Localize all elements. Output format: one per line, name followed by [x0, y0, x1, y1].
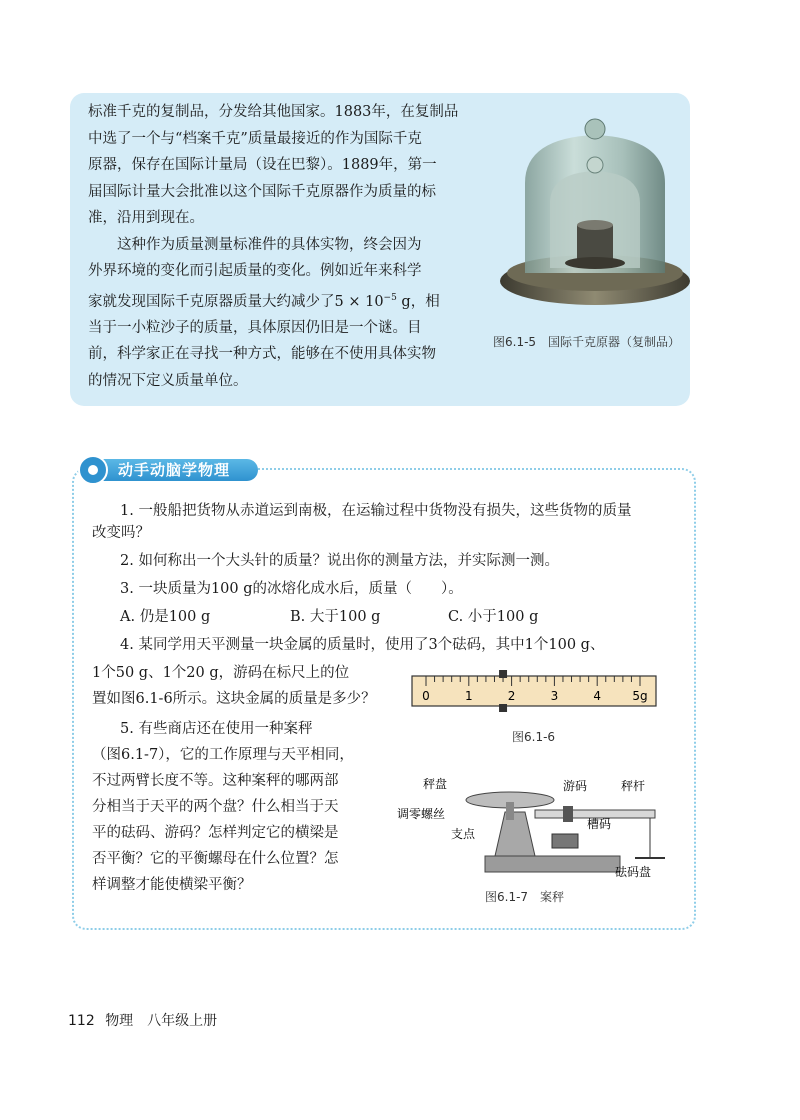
info-line: 原器，保存在国际计量局（设在巴黎）。1889年，第一 — [88, 157, 437, 173]
question-4-line3: 置如图6.1-6所示。这块金属的质量是多少？ — [92, 691, 376, 707]
activity-title: 动手动脑学物理 — [118, 461, 231, 479]
info-line: 标准千克的复制品，分发给其他国家。1883年，在复制品 — [88, 104, 459, 120]
option-a: A. 仍是100 g — [120, 609, 211, 625]
scale-label: 调零螺丝 — [397, 807, 446, 821]
scale-label: 游码 — [563, 779, 588, 793]
page-number: 112 — [68, 1013, 95, 1029]
ruler-tick-label: 3 — [550, 689, 559, 703]
ruler-tick-label: 5g — [632, 689, 648, 703]
question-1-line1: 1. 一般船把货物从赤道运到南极，在运输过程中货物没有损失，这些货物的质量 — [120, 503, 632, 519]
info-line: 前，科学家正在寻找一种方式，能够在不使用具体实物 — [88, 346, 436, 363]
activity-header — [78, 455, 260, 485]
ruler-tick-label: 0 — [422, 689, 430, 703]
ruler-body — [412, 676, 656, 706]
question-4-line2: 1个50 g、1个20 g，游码在标尺上的位 — [92, 665, 350, 681]
info-line: 中选了一个与“档案千克”质量最接近的作为国际千克 — [88, 130, 422, 147]
target-icon — [78, 455, 108, 485]
scale-label: 支点 — [451, 827, 476, 841]
info-line: 当于一小粒沙子的质量，具体原因仍旧是一个谜。目 — [88, 319, 422, 336]
info-text — [88, 99, 508, 394]
question-5-line: 分相当于天平的两个盘？什么相当于天 — [92, 799, 339, 815]
question-5-line: 样调整才能使横梁平衡？ — [92, 877, 252, 893]
question-2: 2. 如何称出一个大头针的质量？说出你的测量方法，并实际测一测。 — [120, 553, 559, 569]
scale-label: 秤杆 — [621, 779, 646, 793]
info-line: 这种作为质量测量标准件的具体实物，终会因为 — [117, 236, 422, 253]
question-5-line: 5. 有些商店还在使用一种案秤 — [120, 721, 313, 737]
book-title: 物理 八年级上册 — [105, 1013, 218, 1029]
page-footer — [68, 1010, 217, 1030]
option-b: B. 大于100 g — [290, 609, 381, 625]
question-4-line1: 4. 某同学用天平测量一块金属的质量时，使用了3个砝码，其中1个100 g、 — [120, 637, 605, 653]
option-c: C. 小于100 g — [448, 609, 539, 625]
scale-label: 槽码 — [587, 817, 612, 831]
info-line: 准，沿用到现在。 — [88, 210, 204, 226]
question-5-line: 平的砝码、游码？怎样判定它的横梁是 — [92, 825, 339, 841]
scale-label: 砝码盘 — [615, 865, 652, 879]
figure-caption: 图6.1-5 国际千克原器（复制品） — [493, 335, 681, 349]
info-box — [70, 93, 690, 406]
question-3: 3. 一块质量为100 g的冰熔化成水后，质量（ ）。 — [120, 581, 463, 597]
rider-marker-top — [499, 670, 507, 678]
ruler-tick-label: 1 — [464, 689, 473, 703]
scale-label: 秤盘 — [423, 777, 448, 791]
ruler-tick-label: 4 — [593, 689, 602, 703]
kilogram-prototype-image — [495, 113, 695, 318]
rider-ruler-figure — [410, 668, 660, 716]
info-line: 的情况下定义质量单位。 — [88, 372, 248, 389]
question-5-line: 不过两臂长度不等。这种案秤的哪两部 — [92, 773, 339, 789]
ruler-tick-label: 2 — [507, 689, 516, 703]
rider-marker-bottom — [499, 704, 507, 712]
case-scale-figure — [395, 762, 680, 880]
figure-caption: 图6.1-6 — [512, 730, 556, 744]
info-line-formula: 家就发现国际千克原器质量大约减少了$5 \times 10^{-5}$ g，相 — [88, 292, 440, 310]
figure-caption: 图6.1-7 案秤 — [485, 890, 565, 904]
info-line: 届国际计量大会批准以这个国际千克原器作为质量的标 — [88, 183, 436, 200]
question-5-line: （图6.1-7），它的工作原理与天平相同， — [92, 747, 354, 763]
question-1-line2: 改变吗？ — [92, 525, 150, 541]
info-line: 外界环境的变化而引起质量的变化。例如近年来科学 — [88, 263, 422, 279]
question-5-line: 否平衡？它的平衡螺母在什么位置？怎 — [92, 851, 339, 867]
